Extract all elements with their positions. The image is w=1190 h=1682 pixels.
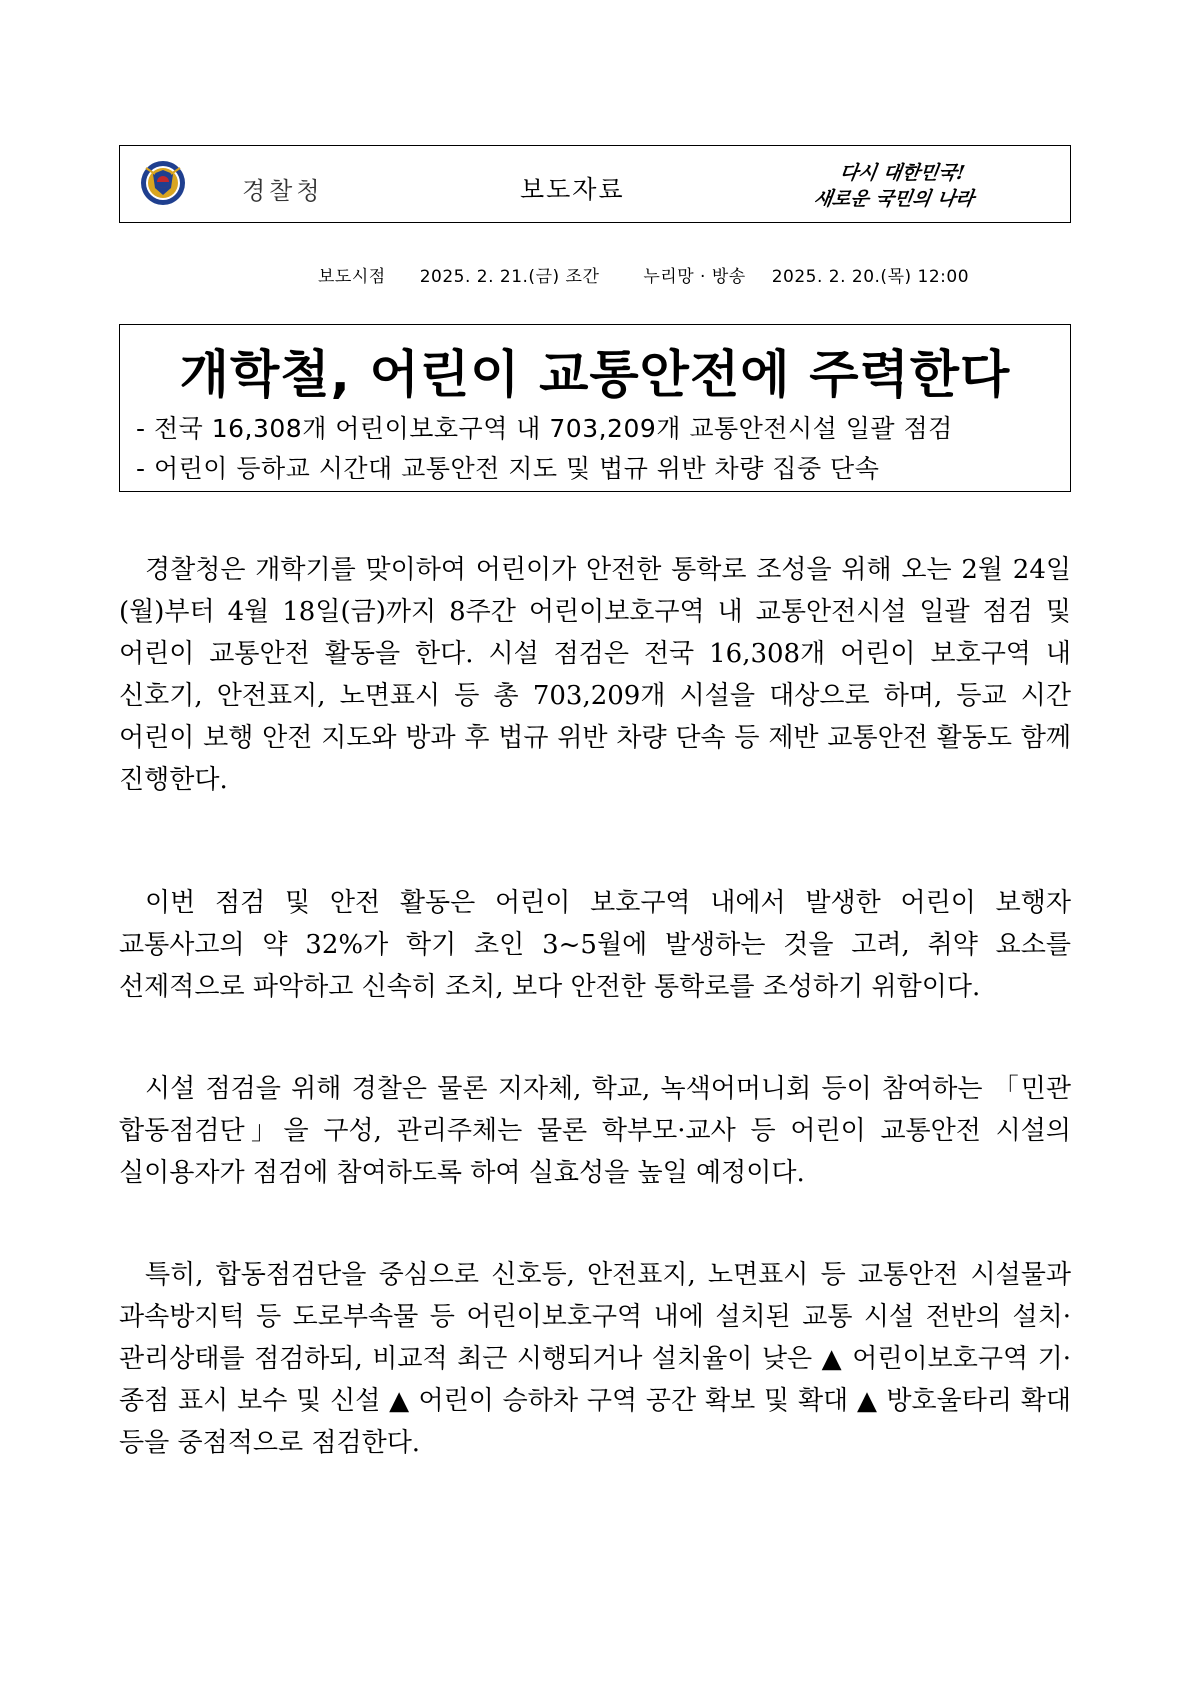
release-info: [318, 262, 969, 287]
headline-title: 개학철, 어린이 교통안전에 주력한다: [179, 346, 1011, 405]
online-label: 누리망 · 방송: [643, 267, 746, 287]
release-time: 2025. 2. 21.(금) 조간: [419, 267, 600, 287]
slogan-line-1: 다시 대한민국!: [838, 162, 967, 184]
headline-box: [119, 324, 1071, 492]
online-time: 2025. 2. 20.(목) 12:00: [771, 267, 970, 287]
slogan-calligraphy: [810, 154, 1040, 216]
slogan-line-2: 새로운 국민의 나라: [812, 188, 976, 210]
header-box: [119, 145, 1071, 223]
document-type: 보도자료: [520, 175, 625, 204]
headline-subtitle-2: - 어린이 등하교 시간대 교통안전 지도 및 법규 위반 차량 집중 단속: [136, 454, 880, 483]
agency-name: 경찰청: [242, 177, 324, 205]
release-label: 보도시점: [318, 267, 386, 287]
headline-subtitle-1: - 전국 16,308개 어린이보호구역 내 703,209개 교통안전시설 일괄 점검: [136, 414, 953, 443]
body-paragraph-1: 경찰청은 개학기를 맞이하여 어린이가 안전한 통학로 조성을 위해 오는 2월 24일(월)부터 4월 18일(금)까지 8주간 어린이보호구역 내 교통안전시설 일괄 점검 및 어린이 교통안전 활동을 한다. 시설 점검은 전국 16,308개 어린이 보호구역 내 신호기, 안전표지, 노면표시 등 총 703,209개 시설을 대상으로 하며, 등교 시간 어린이 보행 안전 지도와 방과 후 법규 위반 차량 단속 등 제반 교통안전 활동도 함께 진행한다.: [119, 555, 1071, 795]
body-paragraph-4: 특히, 합동점검단을 중심으로 신호등, 안전표지, 노면표시 등 교통안전 시설물과 과속방지턱 등 도로부속물 등 어린이보호구역 내에 설치된 교통 시설 전반의 설치·관리상태를 점검하되, 비교적 최근 시행되거나 설치율이 낮은 ▲ 어린이보호구역 기·종점 표시 보수 및 신설 ▲ 어린이 승하차 구역 공간 확보 및 확대 ▲ 방호울타리 확대 등을 중점적으로 점검한다.: [119, 1260, 1071, 1458]
body-paragraph-3: 시설 점검을 위해 경찰은 물론 지자체, 학교, 녹색어머니회 등이 참여하는 「민관 합동점검단」을 구성, 관리주체는 물론 학부모·교사 등 어린이 교통안전 시설의 실이용자가 점검에 참여하도록 하여 실효성을 높일 예정이다.: [119, 1074, 1071, 1188]
body-paragraph-2: 이번 점검 및 안전 활동은 어린이 보호구역 내에서 발생한 어린이 보행자 교통사고의 약 32%가 학기 초인 3~5월에 발생하는 것을 고려, 취약 요소를 선제적으로 파악하고 신속히 조치, 보다 안전한 통학로를 조성하기 위함이다.: [119, 888, 1071, 1002]
police-emblem-icon: [140, 160, 186, 206]
